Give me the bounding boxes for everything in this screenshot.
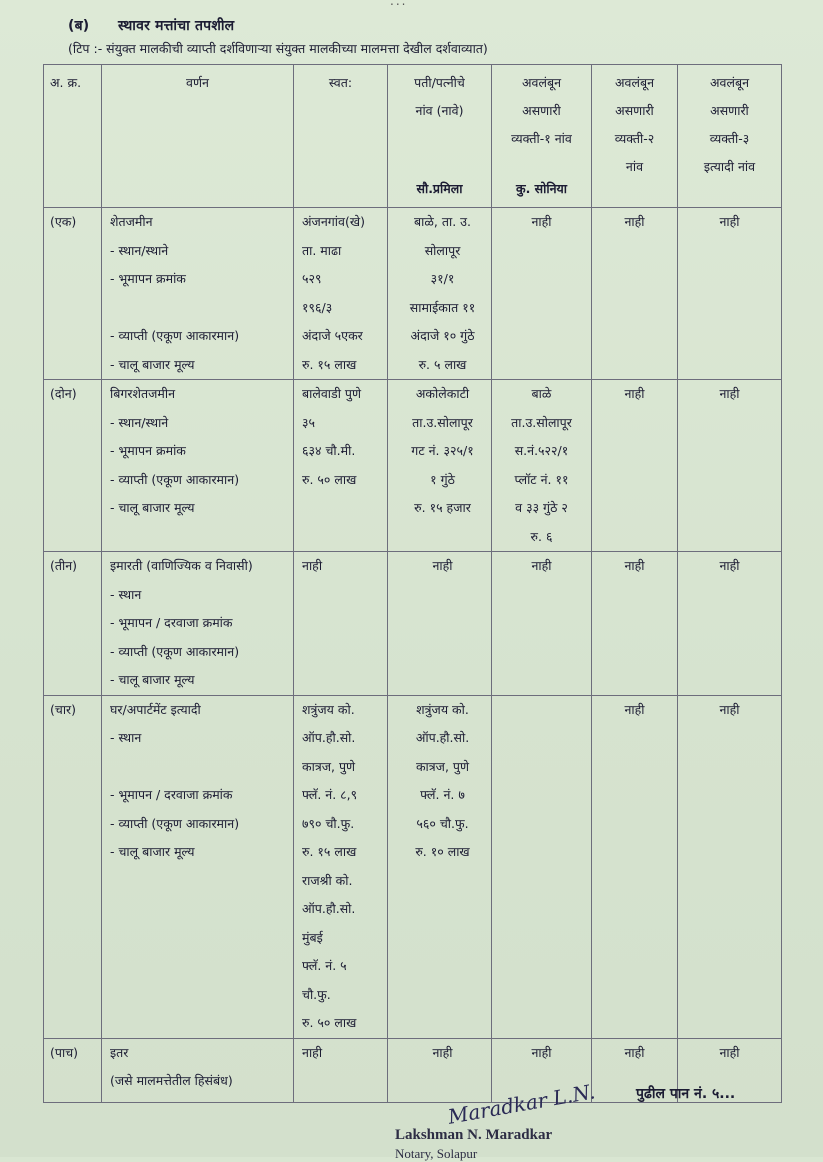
row-number: (पाच) [50, 1044, 79, 1060]
value-line: नाही [432, 558, 453, 573]
table-row [44, 208, 782, 380]
value-line: अंदाजे ५एकर [302, 328, 363, 343]
header-self: स्वत: [294, 65, 388, 208]
description-line: - स्थान/स्थाने [110, 414, 169, 430]
value-line: बाळे, ता. उ. [414, 214, 471, 229]
value-line: रु. ५० लाख [302, 1015, 357, 1030]
cell-dependent-2 [592, 208, 678, 380]
header-spouse [388, 65, 492, 208]
value-line: रु. ५ लाख [418, 356, 467, 372]
cell-spouse [388, 380, 492, 552]
value-line: शत्रुंजय को. [416, 701, 469, 717]
description-line: - स्थान/स्थाने [110, 242, 169, 258]
value-line: नाही [624, 214, 645, 229]
value-line: नाही [719, 386, 740, 401]
header-sr: अ. क्र. [44, 65, 102, 208]
value-line: मुंबई [302, 929, 323, 945]
description-line: - स्थान [110, 586, 142, 602]
value-line: शत्रुंजय को. [302, 701, 355, 717]
header-dependent-3 [678, 65, 782, 208]
value-line: रु. १५ लाख [302, 844, 357, 859]
cell-description [102, 380, 294, 552]
header-dep3-line: व्यक्ती-३ [709, 131, 750, 146]
value-line: व ३३ गुंठे २ [515, 500, 568, 515]
cell-self [294, 208, 388, 380]
value-line: नाही [719, 214, 740, 229]
value-line: नाही [531, 558, 552, 573]
cell-number [44, 380, 102, 552]
header-spouse-line: पती/पत्नीचे [414, 75, 465, 90]
value-line: नाही [719, 701, 740, 717]
description-line: - व्याप्ती (एकूण आकारमान) [110, 471, 240, 487]
header-dependent-2 [592, 65, 678, 208]
cell-dependent-1 [492, 695, 592, 1038]
value-line: ता.उ.सोलापूर [511, 414, 572, 430]
value-line: बालेवाडी पुणे [302, 386, 362, 401]
header-dep2-line: व्यक्ती-२ [614, 131, 655, 146]
description-line: - स्थान [110, 730, 142, 745]
cell-spouse [388, 208, 492, 380]
cell-number [44, 208, 102, 380]
cell-spouse [388, 1038, 492, 1102]
header-dep3-line: इत्यादी नांव [703, 159, 756, 174]
value-line: ५६० चौ.फु. [416, 815, 469, 831]
value-line: सामाईकात ११ [409, 299, 476, 315]
header-dep1-line: अवलंबून [521, 75, 562, 90]
cell-dependent-1 [492, 552, 592, 696]
value-line: नाही [719, 558, 740, 573]
value-line: बाळे [531, 386, 552, 401]
value-line: गट नं. ३२५/१ [411, 443, 474, 458]
table-row [44, 380, 782, 552]
immovable-assets-table [43, 64, 782, 1103]
description-line: (जसे मालमत्तेतील हिसंबंध) [110, 1073, 233, 1088]
notary-name: Lakshman N. Maradkar [395, 1127, 553, 1143]
description-line: इमारती (वाणिज्यिक व निवासी) [110, 558, 253, 573]
cell-description [102, 552, 294, 696]
value-line: रु. १० लाख [415, 844, 470, 859]
value-line: ६३४ चौ.मी. [302, 443, 356, 458]
description-line: घर/अपार्टमेंट इत्यादी [110, 701, 201, 717]
cell-self [294, 1038, 388, 1102]
cell-dependent-1 [492, 380, 592, 552]
value-line: नाही [531, 1044, 552, 1060]
section-number: (ब) [68, 18, 90, 34]
section-title: स्थावर मत्तांचा तपशील [118, 18, 235, 34]
value-line: नाही [719, 1044, 740, 1060]
notary-title: Notary, Solapur [395, 1146, 478, 1161]
row-number: (दोन) [50, 386, 77, 401]
handwritten-signature: Maradkar L.N. [446, 1079, 597, 1129]
cell-dependent-2 [592, 380, 678, 552]
cell-self [294, 380, 388, 552]
row-number: (चार) [50, 701, 77, 717]
value-line: ता.उ.सोलापूर [412, 414, 473, 430]
next-page-note: पुढील पान नं. ५... [636, 1086, 736, 1102]
description-line: - चालू बाजार मूल्य [110, 672, 195, 687]
description-line: - भूमापन क्रमांक [110, 271, 186, 286]
value-line: ऑप.हौ.सो. [302, 901, 356, 916]
table-row [44, 552, 782, 696]
description-line: - भूमापन / दरवाजा क्रमांक [110, 615, 233, 630]
table-row [44, 695, 782, 1038]
cell-self [294, 552, 388, 696]
top-page-mark: ... [390, 0, 408, 8]
description-line [110, 753, 293, 782]
table-header-row [44, 65, 782, 208]
description-line: - भूमापन क्रमांक [110, 443, 186, 458]
cell-spouse [388, 552, 492, 696]
value-line: फ्लॅ. नं. ७ [420, 787, 465, 802]
value-line: १९६/३ [302, 299, 333, 315]
cell-description [102, 1038, 294, 1102]
value-line: सोलापूर [424, 242, 461, 258]
value-line: प्लॉट नं. ११ [514, 471, 569, 487]
cell-description [102, 208, 294, 380]
value-line: रु. ६ [530, 528, 553, 544]
value-line: रु. १५ हजार [414, 500, 471, 515]
value-line: स.नं.५२२/१ [514, 443, 569, 458]
description-line: - भूमापन / दरवाजा क्रमांक [110, 787, 233, 802]
value-line: ७९० चौ.फु. [302, 815, 355, 831]
header-dep2-line: असणारी [615, 103, 654, 118]
section-heading [68, 16, 234, 35]
cell-dependent-3 [678, 695, 782, 1038]
header-description: वर्णन [102, 65, 294, 208]
cell-dependent-2 [592, 695, 678, 1038]
value-line: अंजनगांव(खे) [302, 214, 365, 229]
section-note: (टिप :- संयुक्त मालकीची व्याप्ती दर्शविणाऱ्या संयुक्त मालकीच्या मालमत्ता देखील दर्शवाव्यात) [68, 41, 488, 56]
description-line: शेतजमीन [110, 214, 153, 229]
description-line: बिगरशेतजमीन [110, 386, 176, 401]
value-line: कात्रज, पुणे [302, 758, 356, 774]
value-line: अकोलेकाटी [415, 386, 470, 401]
cell-spouse [388, 695, 492, 1038]
value-line: ता. माढा [302, 242, 342, 258]
description-line [110, 294, 293, 323]
description-line: - चालू बाजार मूल्य [110, 500, 195, 515]
header-dep3-line: असणारी [710, 103, 749, 118]
description-line: - व्याप्ती (एकूण आकारमान) [110, 328, 240, 343]
value-line: नाही [531, 214, 552, 229]
value-line: ३१/१ [430, 271, 455, 286]
value-line: ३५ [302, 414, 316, 430]
description-line: - चालू बाजार मूल्य [110, 356, 195, 372]
row-number: (एक) [50, 214, 77, 229]
cell-dependent-1 [492, 208, 592, 380]
cell-number [44, 1038, 102, 1102]
value-line: फ्लॅ. नं. ५ [302, 958, 347, 973]
header-spouse-line: नांव (नावे) [415, 103, 464, 118]
cell-self [294, 695, 388, 1038]
cell-dependent-2 [592, 552, 678, 696]
value-line: नाही [432, 1044, 453, 1060]
header-dep1-name: कु. सोनिया [515, 181, 568, 196]
value-line: नाही [302, 1044, 323, 1060]
header-spouse-name: सौ.प्रमिला [416, 181, 463, 196]
value-line: नाही [624, 558, 645, 573]
value-line: ५२९ [302, 271, 322, 286]
header-dep1-line: असणारी [522, 103, 561, 118]
value-line: अंदाजे १० गुंठे [410, 328, 475, 343]
header-dependent-1 [492, 65, 592, 208]
value-line: रु. १५ लाख [302, 356, 357, 372]
value-line: नाही [302, 558, 323, 573]
value-line: १ गुंठे [430, 471, 455, 487]
description-line: इतर [110, 1044, 129, 1060]
cell-dependent-3 [678, 208, 782, 380]
header-dep3-line: अवलंबून [709, 75, 750, 90]
table-body [44, 208, 782, 1103]
header-dep2-line: नांव [625, 159, 644, 174]
value-line: ऑप.हौ.सो. [302, 730, 356, 745]
value-line: राजश्री को. [302, 872, 353, 888]
description-line: - चालू बाजार मूल्य [110, 844, 195, 859]
description-line: - व्याप्ती (एकूण आकारमान) [110, 815, 240, 831]
value-line: फ्लॅ. नं. ८,९ [302, 787, 358, 802]
header-dep2-line: अवलंबून [614, 75, 655, 90]
value-line: नाही [624, 701, 645, 717]
description-line: - व्याप्ती (एकूण आकारमान) [110, 643, 240, 659]
header-dep1-line: व्यक्ती-१ नांव [511, 131, 572, 146]
value-line: नाही [624, 1044, 645, 1060]
cell-dependent-3 [678, 380, 782, 552]
cell-dependent-3 [678, 552, 782, 696]
value-line: रु. ५० लाख [302, 471, 357, 487]
cell-number [44, 552, 102, 696]
cell-description [102, 695, 294, 1038]
row-number: (तीन) [50, 558, 78, 573]
value-line: नाही [624, 386, 645, 401]
value-line: ऑप.हौ.सो. [415, 730, 470, 745]
value-line: चौ.फु. [302, 986, 331, 1002]
cell-number [44, 695, 102, 1038]
value-line: कात्रज, पुणे [415, 758, 470, 774]
